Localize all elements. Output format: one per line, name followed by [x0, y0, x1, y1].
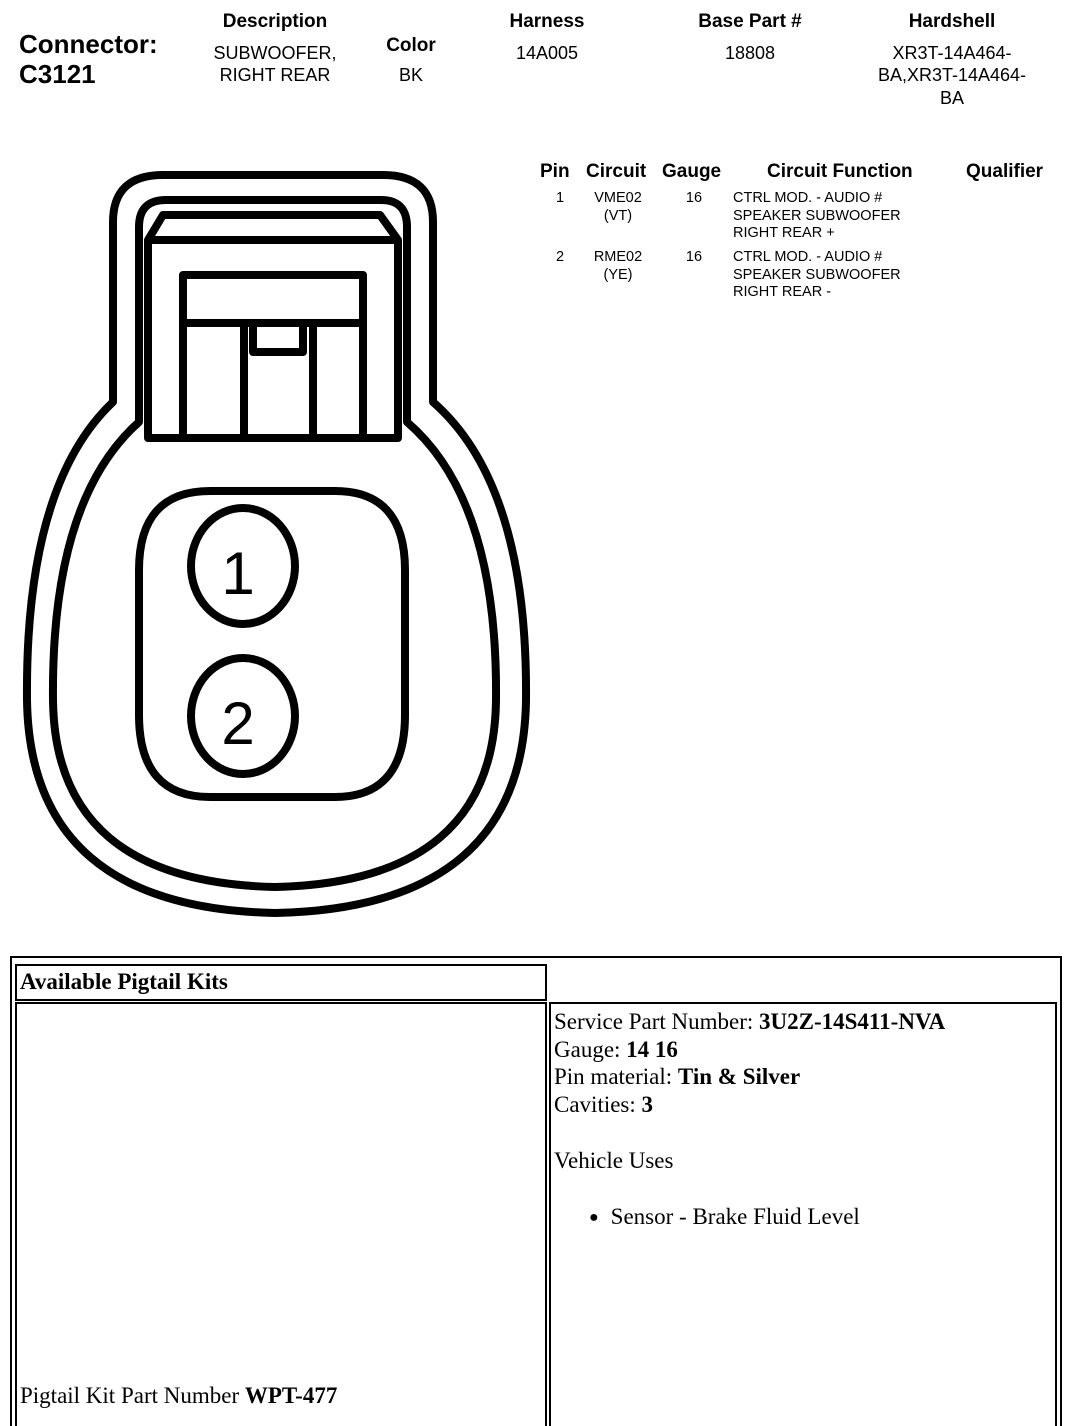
- vehicle-use-item-1: Sensor - Brake Fluid Level: [610, 1204, 860, 1229]
- kit-part-label: Pigtail Kit Part Number: [20, 1383, 240, 1408]
- table-row-1-circuit: VME02: [594, 190, 642, 206]
- hardshell-header: Hardshell: [908, 11, 996, 32]
- hardshell-line-3: BA: [939, 88, 964, 108]
- table-row-2-function-line-3: RIGHT REAR -: [733, 284, 832, 300]
- pin-1-label: 1: [221, 540, 255, 607]
- description-line-1: SUBWOOFER,: [213, 43, 337, 63]
- pin-material-label: Pin material:: [554, 1064, 673, 1089]
- service-part-value: 3U2Z-14S411-NVA: [759, 1009, 946, 1034]
- table-row-2-gauge: 16: [685, 249, 703, 265]
- table-row-2-function-line-2: SPEAKER SUBWOOFER: [733, 267, 901, 283]
- pigtail-image-box: [15, 1002, 547, 1426]
- bullet-icon: ●: [589, 1209, 599, 1226]
- harness-value: 14A005: [515, 43, 579, 63]
- cavities-label: Cavities:: [554, 1092, 636, 1117]
- pin-2-label: 2: [221, 690, 255, 757]
- pin-cavity-outline: [139, 491, 405, 797]
- hardshell-line-2: BA,XR3T-14A464-: [877, 65, 1027, 85]
- service-part-number-row: [554, 1008, 945, 1036]
- gauge-label: Gauge:: [554, 1037, 621, 1062]
- table-row-1-pin: 1: [555, 190, 565, 206]
- gauge-row: [554, 1036, 678, 1064]
- cavities-value: 3: [641, 1092, 654, 1117]
- kit-part-value: WPT-477: [244, 1383, 338, 1408]
- pin-material-row: [554, 1063, 800, 1091]
- connector-id: C3121: [19, 59, 96, 89]
- harness-header: Harness: [509, 11, 585, 32]
- table-row-1-circuit-color: (VT): [603, 208, 633, 224]
- circuit-function-column-header: Circuit Function: [767, 161, 913, 182]
- table-row-2-function-line-1: CTRL MOD. - AUDIO #: [733, 249, 883, 265]
- vehicle-uses-label: Vehicle Uses: [554, 1148, 674, 1173]
- table-row-2-pin: 2: [555, 249, 565, 265]
- base-part-value: 18808: [724, 43, 776, 63]
- pigtail-details-box: [549, 1002, 1057, 1426]
- pigtail-kit-part-number: [20, 1382, 337, 1410]
- color-value: BK: [398, 65, 423, 85]
- qualifier-column-header: Qualifier: [966, 161, 1044, 182]
- gauge-value: 14 16: [626, 1037, 678, 1062]
- connector-face-diagram: [0, 0, 560, 940]
- table-row-1-function-line-1: CTRL MOD. - AUDIO #: [733, 190, 883, 206]
- latch-notch: [253, 323, 303, 352]
- table-row-2-circuit: RME02: [593, 249, 643, 265]
- service-part-label: Service Part Number:: [554, 1009, 754, 1034]
- pin-column-header: Pin: [540, 161, 570, 182]
- housing-outer-outline: [27, 175, 526, 913]
- pigtail-title: Available Pigtail Kits: [20, 969, 228, 994]
- table-row-1-function-line-2: SPEAKER SUBWOOFER: [733, 208, 901, 224]
- latch-window: [183, 275, 363, 438]
- cavities-row: [554, 1091, 653, 1119]
- table-row-1-gauge: 16: [685, 190, 703, 206]
- circuit-column-header: Circuit: [586, 161, 647, 182]
- list-item: [589, 1203, 860, 1234]
- color-header: Color: [386, 35, 436, 56]
- table-row-1-function-line-3: RIGHT REAR +: [733, 225, 835, 241]
- hardshell-line-1: XR3T-14A464-: [892, 43, 1012, 63]
- pigtail-title-box: [15, 964, 547, 1001]
- gauge-column-header: Gauge: [662, 161, 722, 182]
- connector-label: Connector:: [19, 29, 158, 59]
- base-part-header: Base Part #: [698, 11, 802, 32]
- description-line-2: RIGHT REAR: [219, 65, 331, 85]
- table-row-2-circuit-color: (YE): [603, 267, 633, 283]
- description-header: Description: [222, 11, 328, 32]
- pin-material-value: Tin & Silver: [677, 1064, 801, 1089]
